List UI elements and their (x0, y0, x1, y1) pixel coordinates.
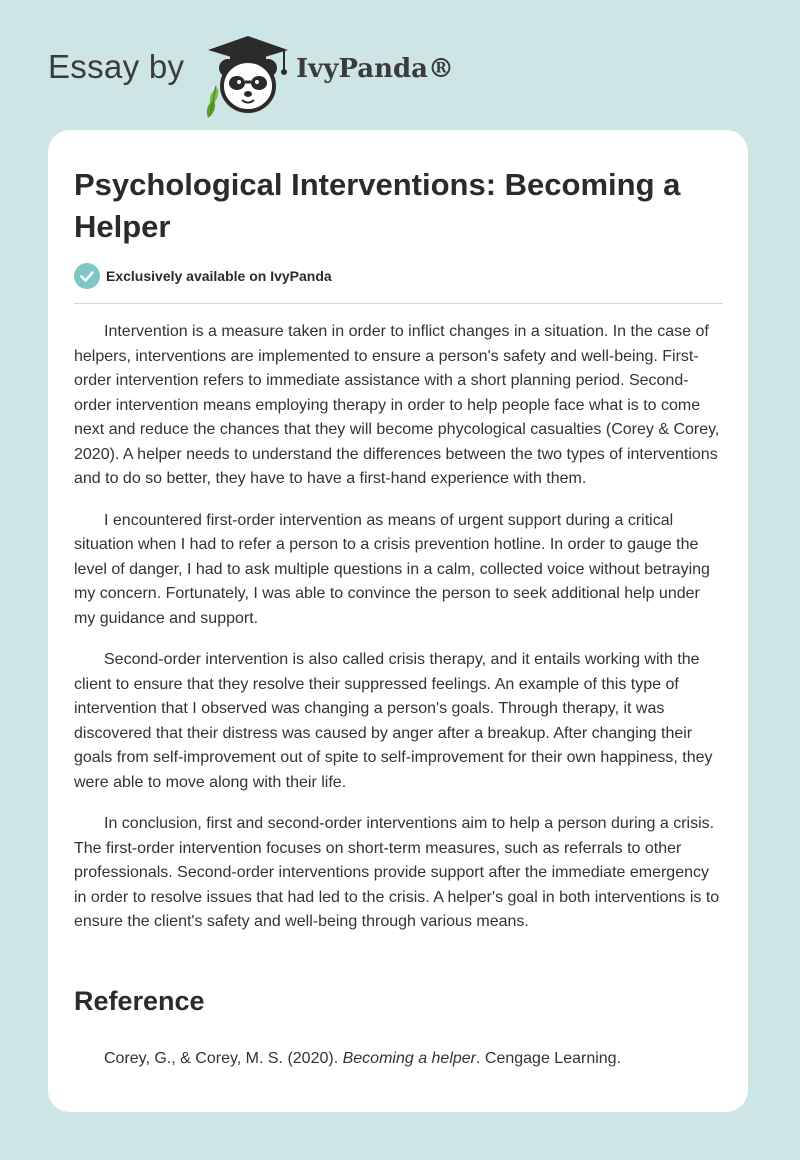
paragraph: Second-order intervention is also called crisis therapy, and it entails working with the client to ensure that they resolve their suppressed feelings. An example of this type of intervention that I observed was changing a person's goals. Through therapy, it was discovered that their distress was caused by anger after a breakup. After changing their goals from self-improvement out of spite to self-improvement for their own happiness, they were able to move along with their life. (74, 651, 713, 791)
reference-entry (104, 1047, 724, 1071)
divider (74, 303, 723, 304)
site-header (48, 30, 748, 120)
reference-heading: Reference (74, 986, 205, 1016)
reference-publisher: . Cengage Learning. (476, 1050, 622, 1067)
paragraph: In conclusion, first and second-order interventions aim to help a person during a crisis. The first-order intervention focuses on short-term measures, such as referrals to other professionals. Second-order interventions provide support after the immediate emergency in order to resolve issues that had led to the crisis. A helper's goal in both interventions is to ensure the client's safety and well-being through various means. (74, 815, 720, 930)
essay-by-label: Essay by (48, 48, 185, 85)
essay-body (74, 320, 724, 952)
page-title: Psychological Interventions: Becoming a Helper (74, 167, 681, 244)
essay-card (48, 130, 748, 1112)
paragraph: I encountered first-order intervention as means of urgent support during a critical situation when I had to refer a person to a crisis prevention hotline. In order to gauge the level of danger, I had to ask multiple questions in a calm, collected voice without betraying my concern. Fortunately, I was able to convince the person to seek additional help under my guidance and support. (74, 511, 710, 627)
reference-book-title: Becoming a helper (342, 1050, 477, 1067)
exclusive-badge-label: Exclusively available on IvyPanda (106, 268, 332, 284)
reference-authors: Corey, G., & Corey, M. S. (2020). (104, 1050, 343, 1067)
panda-graduate-logo-icon[interactable] (200, 34, 296, 118)
check-circle-icon (74, 263, 100, 289)
paragraph: Intervention is a measure taken in order to inflict changes in a situation. In the case of helpers, interventions are implemented to ensure a person's safety and well-being. First-order intervention refers to immediate assistance with a short planning period. Second-order intervention means employing therapy in order to help people face what is to come next and reduce the chances that they will become phycological casualties (Corey & Corey, 2020). A helper needs to understand the differences between the two types of interventions and to do so better, they have to have a first-hand experience with them. (74, 323, 720, 487)
brand-name[interactable]: IvyPanda® (296, 54, 455, 84)
